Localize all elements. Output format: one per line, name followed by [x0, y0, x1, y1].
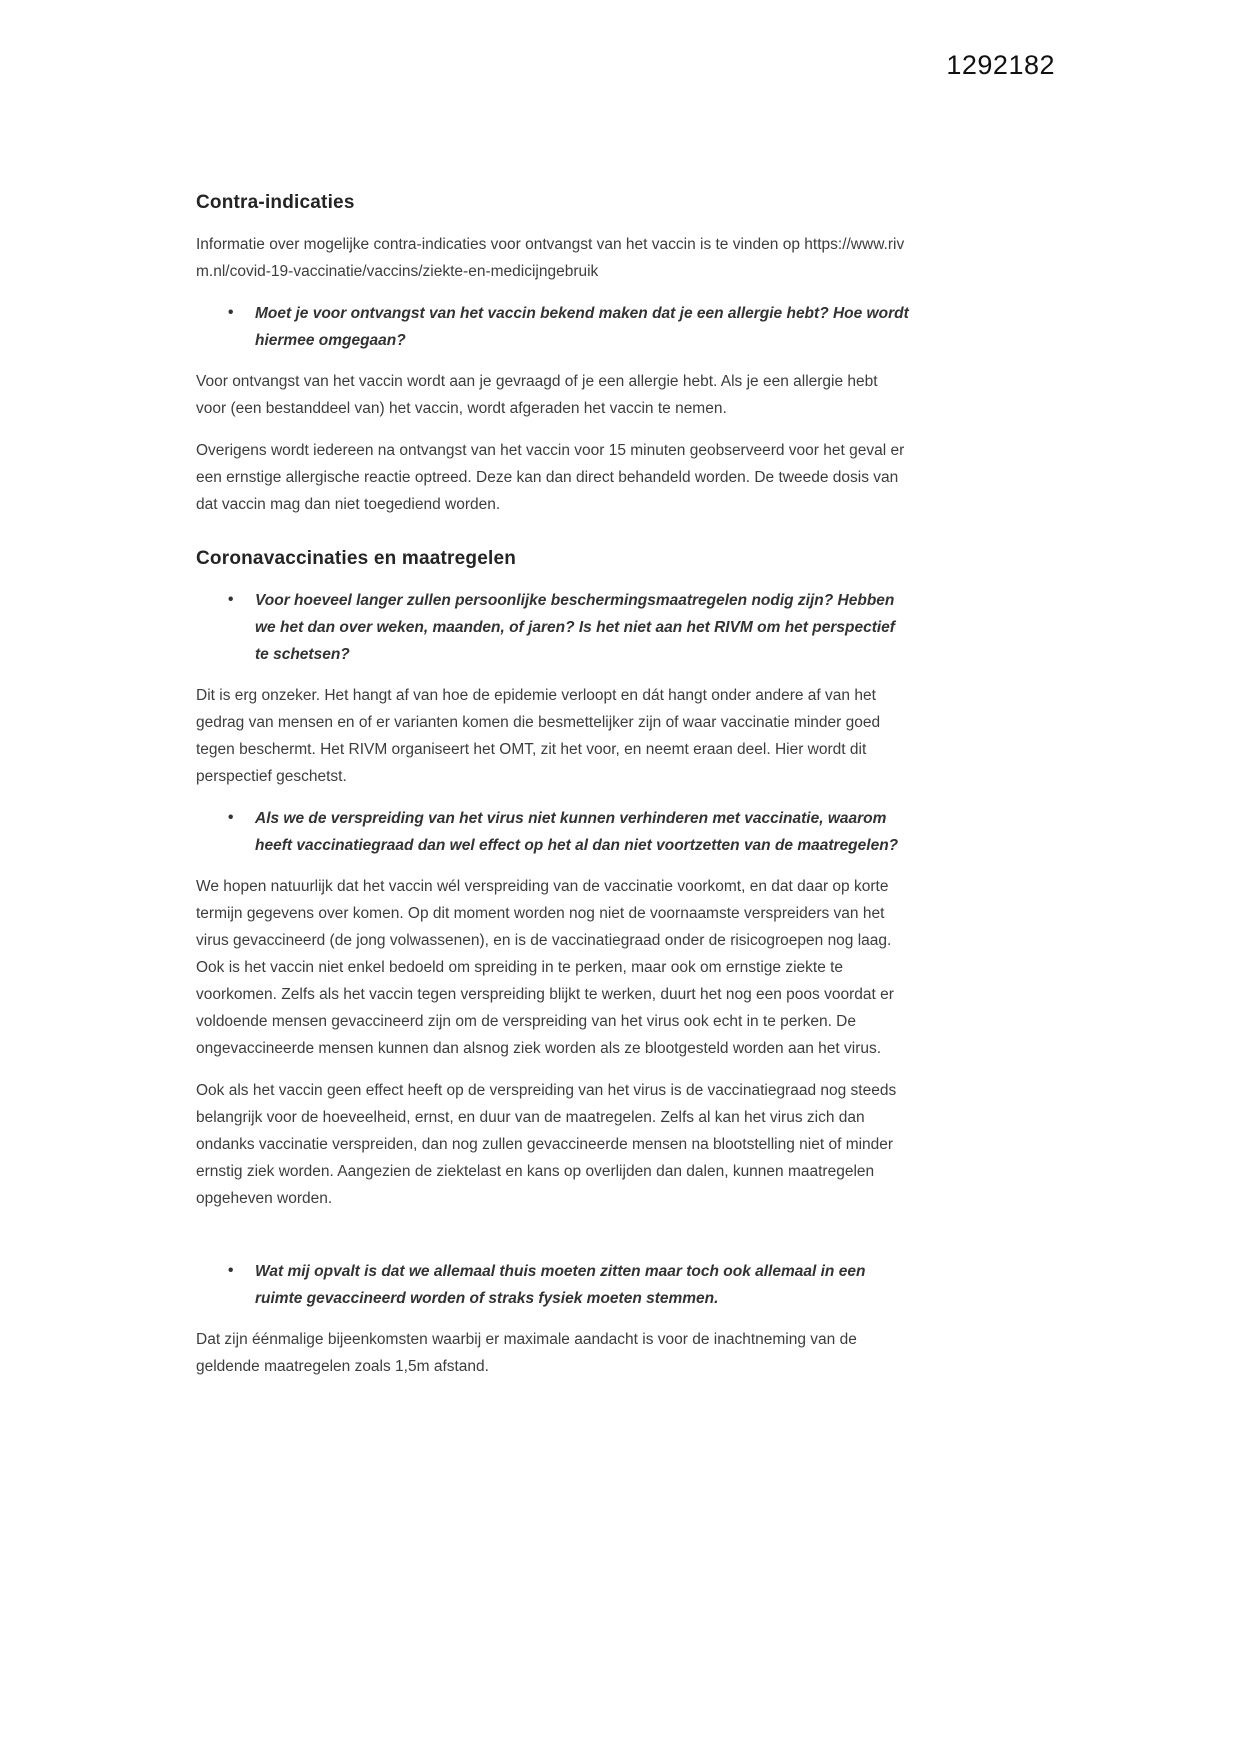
doc-number: 1292182 — [946, 50, 1055, 80]
question-bullet: • Wat mij opvalt is dat we allemaal thuis moeten zitten maar toch ook allemaal in een ruimte gevaccineerd worden of straks fysiek moeten stemmen. — [196, 1258, 910, 1312]
paragraph: Ook als het vaccin geen effect heeft op de verspreiding van het virus is de vaccinatiegraad nog steeds belangrijk voor de hoeveelheid, ernst, en duur van de maatregelen. Zelfs al kan het virus zich dan ondanks vaccinatie verspreiden, dan nog zullen gevaccineerde mensen na blootstelling niet of minder ernstig ziek worden. Aangezien de ziektelast en kans op overlijden dan dalen, kunnen maatregelen opgeheven worden. — [196, 1082, 897, 1207]
paragraph: We hopen natuurlijk dat het vaccin wél verspreiding van de vaccinatie voorkomt, en dat daar op korte termijn gegevens over komen. Op dit moment worden nog niet de voornaamste verspreiders van het virus gevaccineerd (de jong volwassenen), en is de vaccinatiegraad onder de risicogroepen nog laag. Ook is het vaccin niet enkel bedoeld om spreiding in te perken, maar ook om ernstige ziekte te voorkomen. Zelfs als het vaccin tegen verspreiding blijkt te werken, duurt het nog een poos voordat er voldoende mensen gevaccineerd zijn om de verspreiding van het virus ook echt in te perken. De ongevaccineerde mensen kunnen dan alsnog ziek worden als ze blootgesteld worden aan het virus. — [196, 878, 894, 1057]
paragraph: Voor ontvangst van het vaccin wordt aan je gevraagd of je een allergie hebt. Als je een allergie hebt voor (een bestanddeel van) het vaccin, wordt afgeraden het vaccin te nemen. — [196, 373, 878, 417]
section-coronavaccinaties-en-maatregelen — [196, 548, 910, 1380]
section-heading: Coronavaccinaties en maatregelen — [196, 548, 517, 569]
section-heading: Contra-indicaties — [196, 192, 355, 213]
question-list — [196, 805, 910, 859]
paragraph: Dit is erg onzeker. Het hangt af van hoe de epidemie verloopt en dát hangt onder andere af van het gedrag van mensen en of er varianten komen die besmettelijker zijn of waar vaccinatie minder goed tegen beschermt. Het RIVM organiseert het OMT, zit het voor, en neemt eraan deel. Hier wordt dit perspectief geschetst. — [196, 687, 881, 785]
document-content — [196, 192, 910, 1395]
intro-text: Informatie over mogelijke contra-indicaties voor ontvangst van het vaccin is te vinden op — [196, 236, 800, 253]
question-bullet: • Als we de verspreiding van het virus niet kunnen verhinderen met vaccinatie, waarom heeft vaccinatiegraad dan wel effect op het al dan niet voortzetten van de maatregelen? — [196, 805, 910, 859]
question-list — [196, 300, 910, 354]
rivm-url: https://www.rivm.nl/covid-19-vaccinatie/vaccins/ziekte-en-medicijngebruik — [196, 236, 905, 280]
paragraph: Dat zijn éénmalige bijeenkomsten waarbij er maximale aandacht is voor de inachtneming van de geldende maatregelen zoals 1,5m afstand. — [196, 1331, 857, 1375]
paragraph: Overigens wordt iedereen na ontvangst van het vaccin voor 15 minuten geobserveerd voor het geval er een ernstige allergische reactie optreed. Deze kan dan direct behandeld worden. De tweede dosis van dat vaccin mag dan niet toegediend worden. — [196, 442, 905, 513]
section-contra-indicaties — [196, 192, 910, 518]
intro-paragraph — [196, 231, 910, 285]
question-list — [196, 587, 910, 668]
question-list — [196, 1258, 910, 1312]
question-bullet: • Moet je voor ontvangst van het vaccin bekend maken dat je een allergie hebt? Hoe wordt hiermee omgegaan? — [196, 300, 910, 354]
question-bullet: • Voor hoeveel langer zullen persoonlijke beschermingsmaatregelen nodig zijn? Hebben we het dan over weken, maanden, of jaren? Is het niet aan het RIVM om het perspectief te schetsen? — [196, 587, 910, 668]
